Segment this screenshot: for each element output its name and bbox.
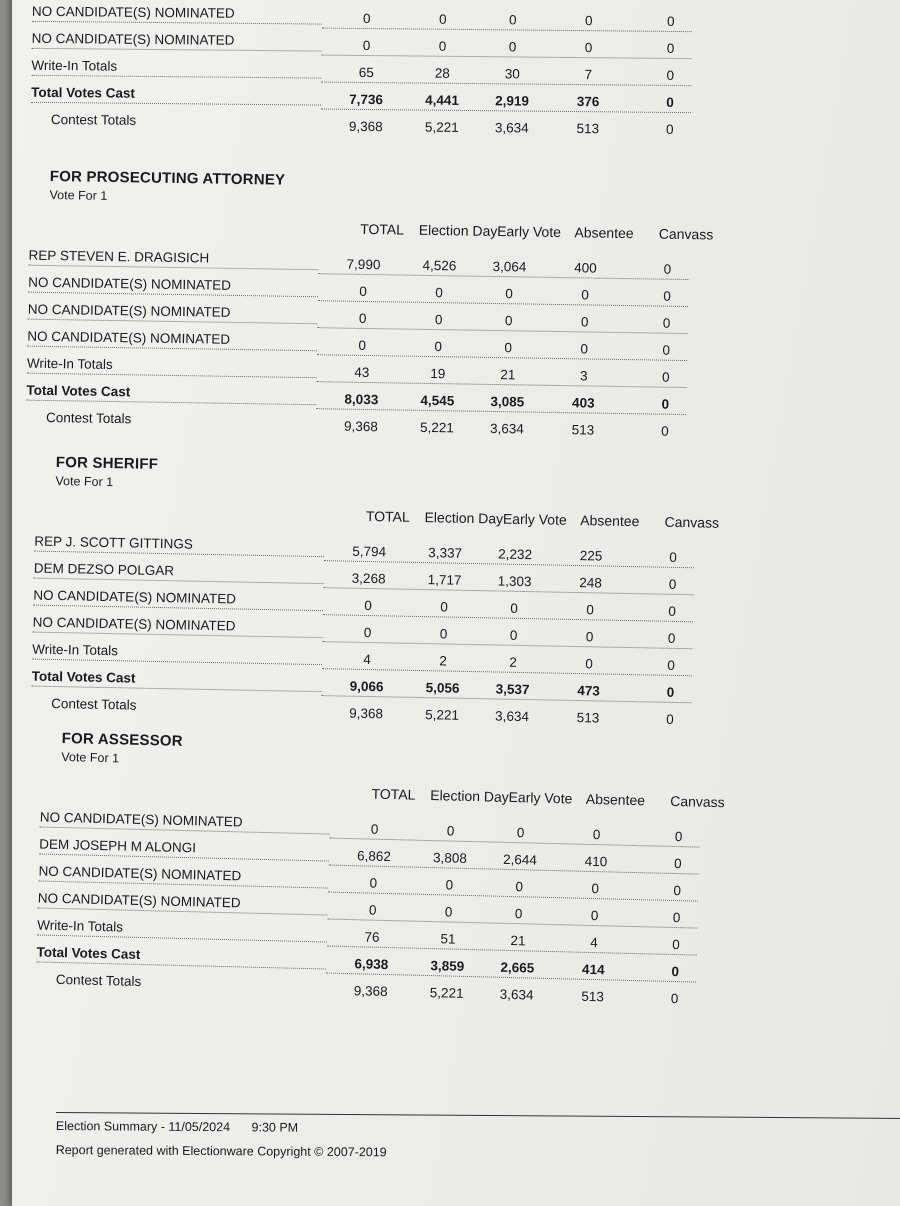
value-cell: 28: [434, 65, 450, 81]
value-cell: 0: [663, 288, 671, 304]
value-cell: 3,268: [351, 570, 386, 587]
value-cell: 3,634: [489, 420, 524, 437]
value-cell: 6,862: [356, 848, 392, 865]
value-cell: 0: [509, 627, 518, 643]
footer-time: 9:30 PM: [251, 1120, 299, 1135]
row-label: Write-In Totals: [31, 58, 321, 79]
column-header: Election Day: [424, 509, 504, 527]
value-cell: 0: [674, 829, 683, 845]
row-label: Contest Totals: [55, 971, 142, 990]
value-cell: 21: [510, 933, 526, 949]
row-label: NO CANDIDATE(S) NOMINATED: [28, 302, 318, 325]
value-cell: 0: [592, 827, 601, 843]
row-label: Write-In Totals: [37, 917, 327, 942]
vote-for-label: Vote For 1: [61, 749, 120, 766]
contest-sheriff: [31, 454, 776, 727]
row-label: NO CANDIDATE(S) NOMINATED: [27, 329, 317, 352]
vote-for-label: Vote For 1: [49, 187, 108, 203]
value-cell: 0: [369, 875, 378, 891]
value-cell: 1,717: [427, 572, 462, 588]
row-label: Write-In Totals: [32, 642, 322, 666]
value-cell: 0: [580, 314, 589, 330]
column-header: Election Day: [418, 221, 498, 240]
value-cell: 0: [358, 337, 367, 353]
value-cell: 7: [584, 67, 593, 83]
footer-summary: Election Summary - 11/05/2024: [55, 1118, 231, 1135]
value-cell: 0: [514, 906, 523, 922]
value-cell: 9,066: [349, 678, 384, 695]
top-section: [31, 2, 772, 137]
value-cell: 0: [504, 340, 513, 356]
column-header: Early Vote: [508, 788, 573, 807]
contest-title: FOR ASSESSOR: [61, 730, 183, 750]
contest-title: FOR SHERIFF: [55, 454, 159, 473]
value-cell: 4,545: [420, 392, 455, 409]
value-cell: 0: [439, 626, 448, 642]
row-label: Contest Totals: [50, 111, 137, 128]
value-cell: 65: [358, 64, 374, 81]
value-cell: 513: [576, 121, 600, 137]
value-cell: 0: [672, 909, 681, 926]
value-cell: 9,368: [348, 118, 383, 135]
value-cell: 9,368: [349, 705, 384, 722]
value-cell: 3,634: [495, 708, 530, 725]
value-cell: 0: [504, 313, 513, 329]
value-cell: 410: [584, 853, 608, 870]
value-cell: 0: [671, 936, 680, 953]
value-cell: 7,990: [346, 256, 381, 273]
value-cell: 0: [505, 286, 513, 302]
column-header: TOTAL: [371, 785, 416, 803]
value-cell: 0: [362, 37, 371, 54]
value-cell: 0: [670, 990, 679, 1007]
value-cell: 2,644: [502, 851, 538, 868]
value-cell: 0: [434, 339, 443, 355]
value-cell: 8,033: [344, 391, 379, 408]
value-cell: 51: [440, 931, 456, 947]
value-cell: 0: [510, 600, 519, 616]
vote-for-label: Vote For 1: [55, 473, 114, 490]
value-cell: 30: [504, 66, 520, 82]
row-label: NO CANDIDATE(S) NOMINATED: [38, 890, 328, 915]
value-cell: 3,634: [499, 986, 534, 1003]
value-cell: 0: [663, 261, 672, 277]
value-cell: 0: [671, 963, 680, 980]
value-cell: 0: [439, 11, 447, 27]
value-cell: 513: [571, 422, 595, 438]
value-cell: 3,537: [495, 681, 530, 698]
value-cell: 3,808: [432, 850, 468, 866]
row-label: Total Votes Cast: [32, 669, 322, 693]
row-label: Total Votes Cast: [31, 85, 321, 106]
value-cell: 0: [667, 13, 675, 29]
value-cell: 2: [509, 654, 517, 670]
value-cell: 9,368: [343, 418, 378, 435]
value-cell: 0: [666, 67, 675, 83]
value-cell: 0: [435, 285, 443, 301]
value-cell: 0: [665, 121, 674, 137]
value-cell: 2,232: [498, 546, 533, 563]
value-cell: 4: [363, 651, 372, 668]
value-cell: 43: [354, 364, 370, 381]
value-cell: 0: [446, 823, 455, 839]
value-cell: 0: [586, 602, 595, 618]
value-cell: 473: [577, 683, 600, 699]
value-cell: 0: [580, 341, 589, 357]
column-header: Canvass: [664, 513, 720, 531]
value-cell: 376: [576, 94, 600, 110]
column-header: Absentee: [585, 790, 646, 809]
row-label: REP STEVEN E. DRAGISICH: [28, 248, 318, 271]
value-cell: 0: [440, 599, 449, 615]
row-label: NO CANDIDATE(S) NOMINATED: [32, 31, 322, 52]
row-label: DEM DEZSO POLGAR: [34, 561, 324, 585]
row-label: Contest Totals: [45, 409, 132, 427]
column-header: Absentee: [574, 224, 634, 242]
contest-title: FOR PROSECUTING ATTORNEY: [49, 168, 286, 189]
value-cell: 0: [673, 882, 682, 899]
value-cell: 0: [434, 312, 443, 328]
value-cell: 0: [667, 657, 675, 673]
value-cell: 76: [364, 929, 380, 945]
value-cell: 4,526: [422, 257, 457, 274]
value-cell: 513: [581, 988, 605, 1005]
value-cell: 5,221: [429, 985, 464, 1001]
row-label: DEM JOSEPH M ALONGI: [39, 836, 329, 861]
value-cell: 3,859: [430, 958, 465, 974]
column-header: Canvass: [658, 225, 714, 243]
value-cell: 0: [585, 629, 594, 645]
value-cell: 400: [574, 260, 597, 276]
contest-prosecuting-attorney: [26, 168, 770, 439]
value-cell: 0: [669, 549, 678, 565]
value-cell: 0: [581, 287, 589, 303]
value-cell: 0: [591, 880, 600, 897]
contest-assessor: [36, 730, 782, 1007]
value-cell: 0: [585, 13, 593, 29]
contest-totals-row: [31, 110, 701, 142]
row-label: Total Votes Cast: [36, 944, 326, 969]
column-header: Election Day: [430, 787, 509, 805]
value-cell: 9,368: [353, 983, 388, 1000]
row-label: Write-In Totals: [27, 356, 317, 379]
column-header: TOTAL: [360, 220, 405, 238]
value-cell: 0: [590, 907, 599, 924]
value-cell: 0: [363, 10, 371, 27]
value-cell: 0: [515, 879, 524, 895]
value-cell: 0: [661, 423, 669, 439]
value-cell: 2,919: [495, 93, 530, 109]
value-cell: 2,665: [500, 959, 535, 976]
value-cell: 0: [516, 825, 525, 841]
value-cell: 0: [368, 902, 377, 918]
report-page: [12, 0, 900, 1206]
value-cell: 3,085: [490, 393, 525, 410]
value-cell: 0: [661, 396, 670, 412]
row-label: NO CANDIDATE(S) NOMINATED: [33, 588, 323, 612]
column-header: TOTAL: [365, 507, 410, 525]
value-cell: 0: [584, 40, 593, 56]
value-cell: 0: [438, 38, 447, 54]
row-label: REP J. SCOTT GITTINGS: [34, 534, 324, 558]
value-cell: 0: [508, 39, 517, 55]
value-cell: 225: [579, 548, 603, 564]
value-cell: 0: [662, 342, 671, 358]
value-cell: 5,221: [419, 419, 454, 436]
value-cell: 0: [668, 603, 676, 619]
value-cell: 0: [359, 283, 367, 299]
value-cell: 0: [673, 855, 682, 872]
value-cell: 0: [666, 684, 675, 700]
column-header: Canvass: [670, 792, 725, 811]
value-cell: 19: [430, 365, 446, 382]
value-cell: 4: [590, 934, 598, 951]
row-label: Total Votes Cast: [26, 383, 316, 406]
value-cell: 5,056: [425, 680, 460, 696]
value-cell: 513: [576, 710, 600, 726]
value-cell: 21: [500, 367, 516, 383]
row-label: NO CANDIDATE(S) NOMINATED: [40, 809, 330, 834]
value-cell: 0: [370, 821, 379, 837]
row-label: NO CANDIDATE(S) NOMINATED: [32, 4, 322, 25]
footer-generated: Report generated with Electionware Copyright © 2007-2019: [55, 1142, 387, 1160]
column-header: Absentee: [580, 512, 640, 530]
value-cell: 414: [581, 961, 605, 978]
value-cell: 0: [363, 624, 372, 641]
value-cell: 6,938: [354, 956, 389, 973]
value-cell: 7,736: [349, 91, 384, 108]
value-cell: 3,064: [492, 258, 527, 275]
value-cell: 0: [666, 711, 674, 727]
value-cell: 0: [661, 369, 670, 385]
value-cell: 0: [668, 576, 677, 592]
report-footer: [56, 1112, 900, 1163]
value-cell: 403: [571, 395, 595, 411]
value-cell: 5,794: [352, 543, 387, 560]
value-cell: 2: [439, 653, 447, 669]
value-cell: 0: [358, 310, 367, 326]
value-cell: 0: [509, 12, 517, 28]
value-cell: 0: [585, 656, 593, 672]
row-label: Contest Totals: [51, 695, 137, 713]
value-cell: 0: [666, 94, 674, 110]
value-cell: 5,221: [424, 119, 459, 135]
value-cell: 0: [662, 315, 671, 331]
row-label: NO CANDIDATE(S) NOMINATED: [28, 275, 318, 298]
value-cell: 0: [666, 40, 675, 56]
value-cell: 4,441: [425, 92, 460, 108]
value-cell: 3,337: [428, 545, 463, 561]
row-label: NO CANDIDATE(S) NOMINATED: [33, 615, 323, 639]
value-cell: 5,221: [425, 707, 460, 723]
row-label: NO CANDIDATE(S) NOMINATED: [38, 863, 328, 888]
value-cell: 0: [667, 630, 676, 646]
value-cell: 1,303: [497, 573, 532, 590]
value-cell: 0: [444, 904, 453, 920]
column-header: Early Vote: [497, 223, 562, 241]
value-cell: 248: [579, 575, 603, 591]
value-cell: 3,634: [494, 120, 529, 136]
value-cell: 0: [364, 597, 373, 614]
value-cell: 3: [579, 368, 588, 384]
column-header: Early Vote: [502, 510, 567, 528]
value-cell: 0: [445, 877, 454, 893]
